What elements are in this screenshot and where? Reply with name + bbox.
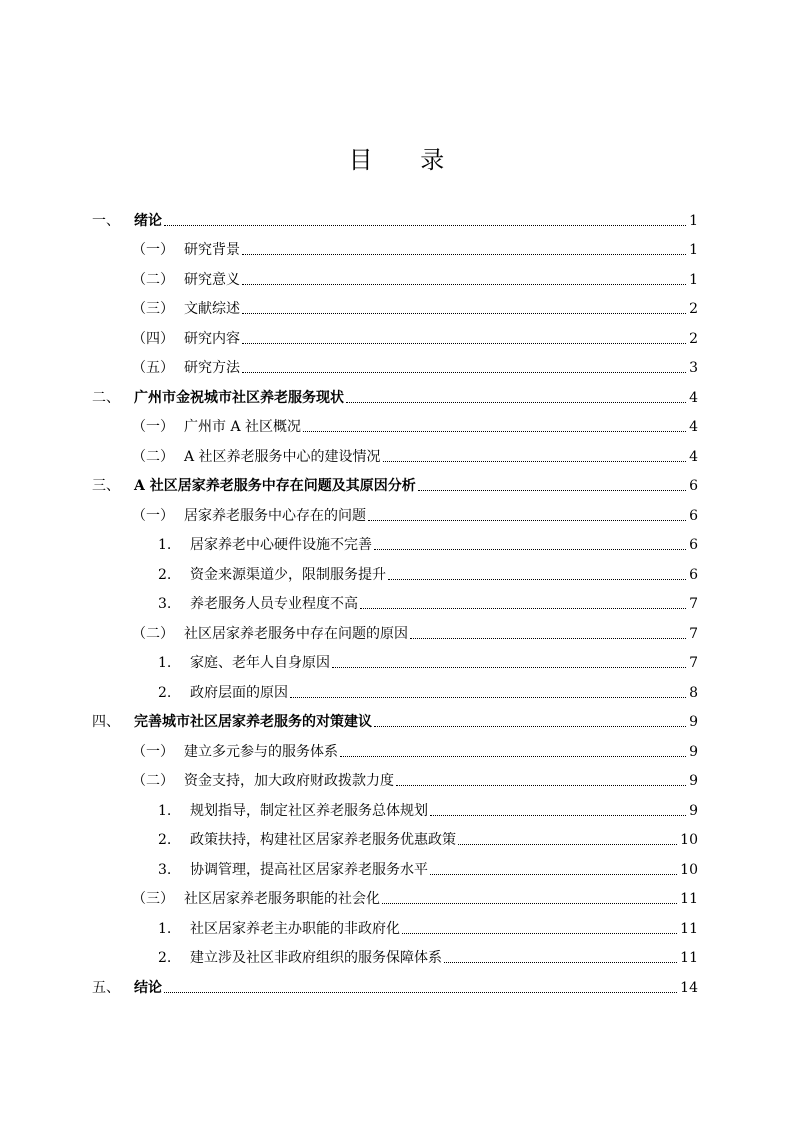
toc-entry[interactable]: [92, 436, 698, 466]
toc-entry-title: 资金支持，加大政府财政拨款力度: [184, 773, 394, 789]
toc-entry[interactable]: [92, 407, 698, 437]
toc-entry-number: （一）: [132, 743, 174, 760]
toc-entry-page: 10: [680, 861, 698, 878]
toc-leader-dots: [388, 578, 686, 580]
toc-entry-page: 1: [689, 212, 698, 229]
toc-entry[interactable]: [92, 761, 698, 791]
toc-entry-page: 9: [689, 714, 698, 730]
toc-entry-number: （二）: [132, 448, 174, 465]
toc-entry-title: 规划指导，制定社区养老服务总体规划: [190, 802, 428, 819]
toc-leader-dots: [242, 371, 686, 373]
toc-entry-title: 居家养老中心硬件设施不完善: [190, 537, 372, 553]
toc-entry[interactable]: [92, 731, 698, 761]
toc-leader-dots: [242, 253, 686, 255]
toc-entry-page: 6: [689, 507, 698, 524]
toc-leader-dots: [290, 696, 686, 698]
toc-entry[interactable]: [92, 879, 698, 909]
toc-leader-dots: [374, 548, 686, 550]
toc-leader-dots: [458, 843, 677, 845]
toc-entry[interactable]: [92, 672, 698, 702]
toc-entry[interactable]: [92, 613, 698, 643]
toc-leader-dots: [382, 902, 677, 904]
toc-leader-dots: [164, 224, 686, 226]
toc-entry-title: 居家养老服务中心存在的问题: [184, 507, 366, 524]
toc-entry[interactable]: [92, 702, 698, 732]
toc-entry-number: （一）: [132, 419, 174, 435]
toc-entry-title: 文献综述: [184, 301, 240, 317]
toc-entry-page: 6: [689, 537, 698, 553]
toc-entry-number: （二）: [132, 271, 174, 288]
toc-entry-title: 结论: [134, 979, 162, 996]
toc-leader-dots: [164, 991, 677, 993]
toc-entry-number: 四、: [92, 714, 120, 730]
toc-entry-page: 7: [689, 596, 698, 612]
toc-leader-dots: [444, 961, 677, 963]
toc-entry-page: 4: [689, 389, 698, 406]
toc-entry[interactable]: [92, 318, 698, 348]
toc-entry-page: 9: [689, 743, 698, 760]
toc-entry[interactable]: [92, 495, 698, 525]
toc-leader-dots: [368, 519, 686, 521]
toc-entry[interactable]: [92, 259, 698, 289]
toc-entry-page: 7: [689, 625, 698, 642]
toc-entry-number: （三）: [132, 301, 174, 317]
toc-entry-number: （一）: [132, 507, 174, 524]
toc-entry-page: 11: [680, 920, 698, 937]
toc-entry[interactable]: [92, 584, 698, 614]
toc-entry-page: 1: [689, 271, 698, 288]
toc-entry-number: 1.: [158, 655, 172, 671]
toc-entry-page: 9: [689, 802, 698, 819]
toc-entry-number: 2.: [158, 566, 172, 583]
toc-leader-dots: [346, 401, 686, 403]
toc-entry[interactable]: [92, 200, 698, 230]
toc-leader-dots: [332, 666, 686, 668]
toc-entry-page: 7: [689, 655, 698, 671]
toc-entry[interactable]: [92, 554, 698, 584]
page-title: 目 录: [348, 146, 465, 174]
toc-entry-number: （三）: [132, 891, 174, 907]
toc-leader-dots: [360, 607, 686, 609]
toc-entry-title: 广州市金祝城市社区养老服务现状: [134, 389, 344, 406]
toc-leader-dots: [383, 460, 687, 462]
toc-entry-title: 社区居家养老服务中存在问题的原因: [184, 625, 408, 642]
table-of-contents: [92, 200, 698, 997]
toc-entry[interactable]: [92, 820, 698, 850]
toc-entry[interactable]: [92, 643, 698, 673]
toc-entry[interactable]: [92, 849, 698, 879]
toc-entry-number: 一、: [92, 212, 120, 229]
toc-leader-dots: [303, 430, 686, 432]
toc-entry[interactable]: [92, 377, 698, 407]
toc-entry-number: 二、: [92, 389, 120, 406]
toc-leader-dots: [418, 489, 686, 491]
toc-entry-number: 1.: [158, 802, 172, 819]
toc-entry-page: 3: [689, 360, 698, 376]
toc-entry-number: 2.: [158, 684, 172, 701]
toc-entry-title: 完善城市社区居家养老服务的对策建议: [134, 714, 372, 730]
toc-entry[interactable]: [92, 230, 698, 260]
toc-leader-dots: [340, 755, 686, 757]
toc-entry-title: 协调管理，提高社区居家养老服务水平: [190, 861, 428, 878]
toc-entry-page: 4: [689, 448, 698, 465]
toc-entry-title: 建立涉及社区非政府组织的服务保障体系: [190, 950, 442, 966]
toc-entry-page: 9: [689, 773, 698, 789]
toc-entry-title: A 社区养老服务中心的建设情况: [184, 448, 381, 465]
toc-entry-page: 4: [689, 419, 698, 435]
toc-entry-number: 2.: [158, 832, 172, 848]
toc-entry-page: 2: [689, 330, 698, 347]
toc-entry[interactable]: [92, 790, 698, 820]
toc-entry-title: 建立多元参与的服务体系: [184, 743, 338, 760]
toc-leader-dots: [242, 283, 686, 285]
toc-entry-title: 社区居家养老主办职能的非政府化: [190, 920, 400, 937]
toc-entry-page: 1: [689, 242, 698, 258]
toc-entry[interactable]: [92, 967, 698, 997]
toc-entry-title: 研究内容: [184, 330, 240, 347]
toc-entry-title: 研究方法: [184, 360, 240, 376]
toc-entry[interactable]: [92, 525, 698, 555]
toc-entry-title: 资金来源渠道少，限制服务提升: [190, 566, 386, 583]
toc-entry-page: 10: [680, 832, 698, 848]
toc-entry-number: （一）: [132, 242, 174, 258]
toc-leader-dots: [374, 725, 686, 727]
toc-leader-dots: [430, 814, 686, 816]
toc-entry-page: 8: [689, 684, 698, 701]
toc-entry[interactable]: [92, 466, 698, 496]
toc-entry-page: 2: [689, 301, 698, 317]
toc-entry-title: 社区居家养老服务职能的社会化: [184, 891, 380, 907]
toc-entry-number: （二）: [132, 773, 174, 789]
toc-entry-number: 1.: [158, 537, 172, 553]
toc-entry-title: 政策扶持，构建社区居家养老服务优惠政策: [190, 832, 456, 848]
toc-entry-number: （二）: [132, 625, 174, 642]
toc-entry-title: 家庭、老年人自身原因: [190, 655, 330, 671]
toc-entry-title: 研究背景: [184, 242, 240, 258]
toc-entry-title: A 社区居家养老服务中存在问题及其原因分析: [134, 478, 416, 494]
toc-entry-page: 11: [680, 950, 698, 966]
toc-entry-page: 6: [689, 566, 698, 583]
toc-entry-title: 政府层面的原因: [190, 684, 288, 701]
toc-entry-number: 2.: [158, 950, 172, 966]
toc-entry-page: 6: [689, 478, 698, 494]
toc-leader-dots: [242, 342, 686, 344]
toc-entry-number: （五）: [132, 360, 174, 376]
toc-leader-dots: [242, 312, 686, 314]
toc-entry-number: （四）: [132, 330, 174, 347]
toc-entry[interactable]: [92, 289, 698, 319]
toc-entry-page: 14: [680, 979, 698, 996]
toc-entry-title: 广州市 A 社区概况: [184, 419, 302, 435]
toc-entry[interactable]: [92, 938, 698, 968]
toc-entry-number: 3.: [158, 861, 172, 878]
toc-leader-dots: [410, 637, 686, 639]
toc-entry[interactable]: [92, 348, 698, 378]
toc-leader-dots: [396, 784, 686, 786]
toc-entry-title: 绪论: [134, 212, 162, 229]
toc-entry-title: 养老服务人员专业程度不高: [190, 596, 358, 612]
toc-entry-page: 11: [680, 891, 698, 907]
toc-entry-number: 三、: [92, 478, 120, 494]
toc-entry-number: 五、: [92, 979, 120, 996]
toc-entry-title: 研究意义: [184, 271, 240, 288]
toc-entry-number: 3.: [158, 596, 172, 612]
toc-entry[interactable]: [92, 908, 698, 938]
toc-entry-number: 1.: [158, 920, 172, 937]
toc-leader-dots: [430, 873, 677, 875]
toc-leader-dots: [402, 932, 677, 934]
